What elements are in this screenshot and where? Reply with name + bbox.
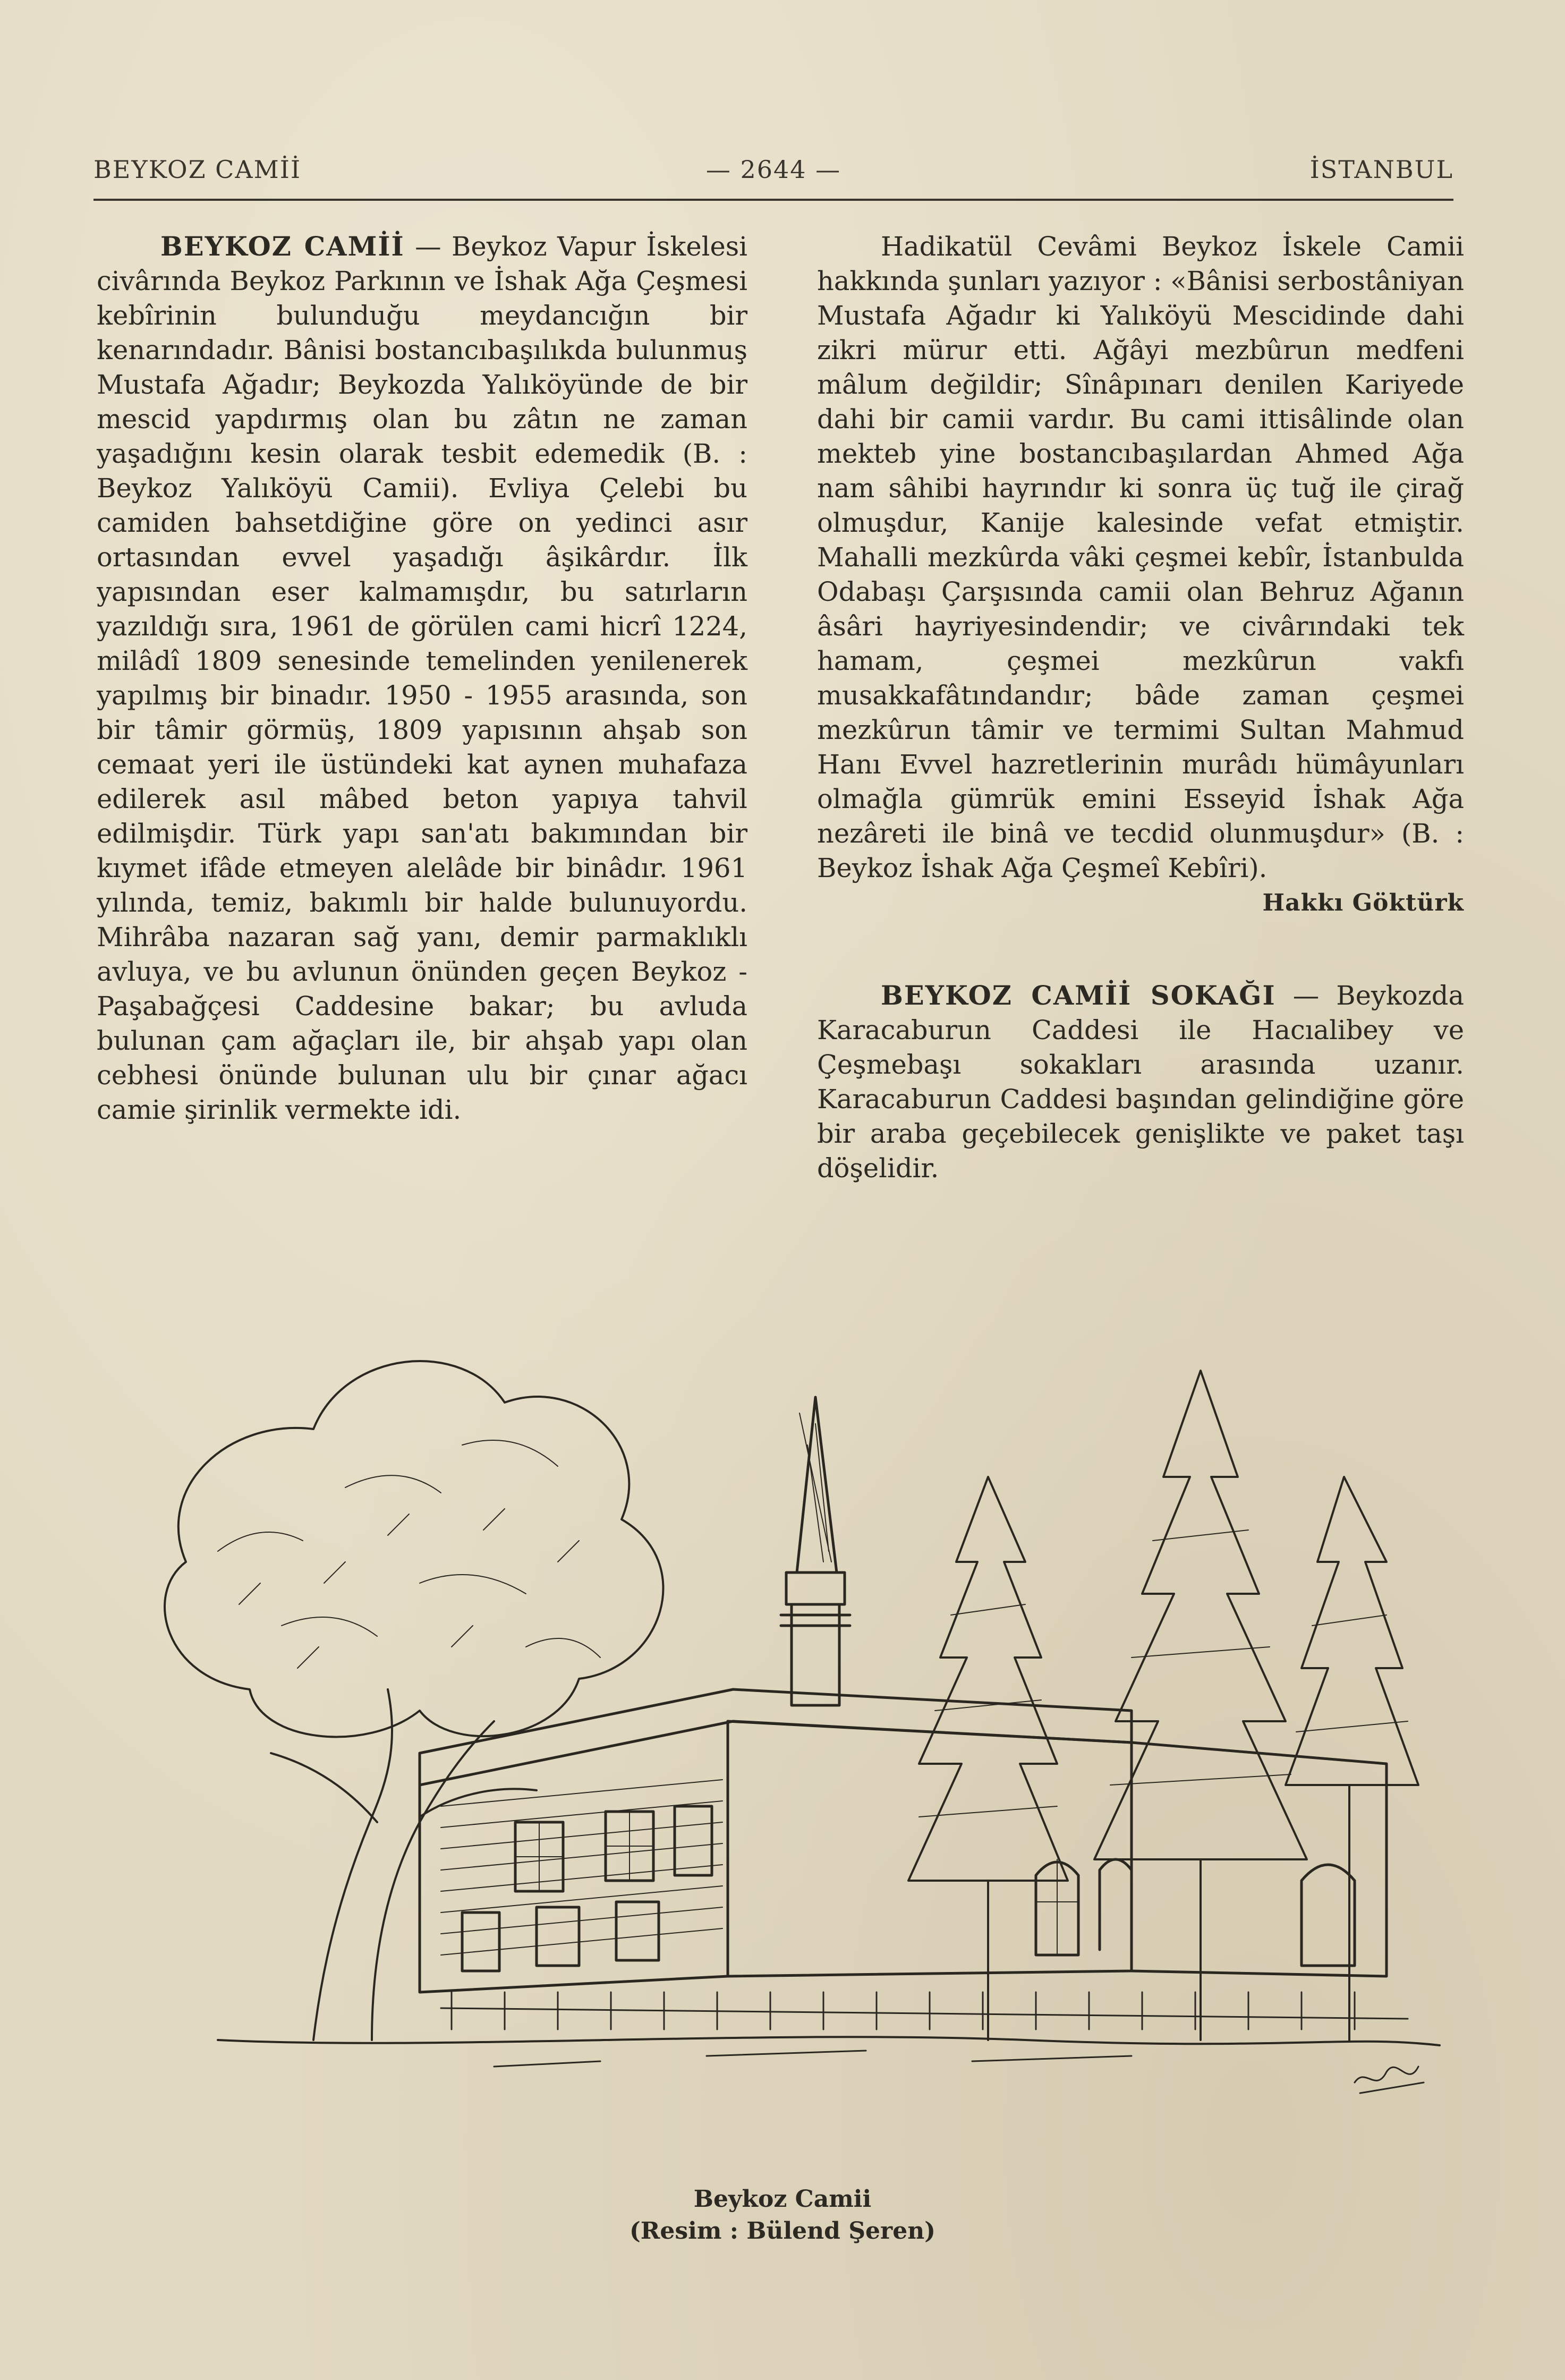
right-column — [817, 230, 1464, 1186]
header-rule — [93, 199, 1453, 201]
author-signature: Hakkı Göktürk — [1262, 889, 1464, 916]
minaret — [781, 1397, 850, 1705]
pine-trees — [908, 1371, 1418, 2040]
entry2-paragraph — [817, 979, 1464, 1186]
mosque-illustration — [122, 1286, 1472, 2189]
entry2-body: — Beykozda Karacaburun Caddesi ile Hacıalibey ve Çeşmebaşı sokakları arasında uzanır. Karacaburun Caddesi başından gelindiğine göre bir araba geçebilecek genişlikte ve paket taşı döşelidir. — [817, 980, 1464, 1184]
header-section-title: BEYKOZ CAMİİ — [93, 155, 302, 184]
running-head — [93, 155, 1453, 192]
entry-body: — Beykoz Vapur İskelesi civârında Beykoz Parkının ve İshak Ağa Çeşmesi kebîrinin bulunduğu meydancığın bir kenarındadır. Bânisi bostancıbaşılıkda bulunmuş Mustafa Ağadır; Beykozda Yalıköyünde de bir mescid yapdırmış olan bu zâtın ne zaman yaşadığını kesin olarak tesbit edemedik (B. : Beykoz Yalıköyü Camii). Evliya Çelebi bu camiden bahsetdiğine göre on yedinci asır ortasından evvel yaşadığı âşikârdır. İlk yapısından eser kalmamışdır, bu satırların yazıldığı sıra, 1961 de görülen cami hicrî 1224, milâdî 1809 senesinde temelinden yenilenerek yapılmış bir binadır. 1950 - 1955 arasında, son bir tâmir görmüş, 1809 yapısının ahşab son cemaat yeri ile üstündeki kat aynen muhafaza edilerek asıl mâbed beton yapıya tahvil edilmişdir. Türk yapı san'atı bakımından bir kıymet ifâde etmeyen alelâde bir binâdır. 1961 yılında, temiz, bakımlı bir halde bulunuyordu. Mihrâba nazaran sağ yanı, demir parmaklıklı avluya, ve bu avlunun önünden geçen Beykoz - Paşabağçesi Caddesine bakar; bu avluda bulunan çam ağaçları ile, bir ahşab yapı olan cebhesi önünde bulunan ulu bir çınar ağacı camie şirinlik vermekte idi. — [97, 231, 747, 1125]
fence — [441, 1992, 1408, 2029]
entry2-title: BEYKOZ CAMİİ SOKAĞI — [881, 980, 1276, 1011]
entry-title: BEYKOZ CAMİİ — [160, 231, 405, 262]
caption-credit: (Resim : Bülend Şeren) — [629, 2217, 936, 2245]
quote-body: Hadikatül Cevâmi Beykoz İskele Camii hakkında şunları yazıyor : «Bânisi serbostâniyan Mustafa Ağadır ki Yalıköyü Mescidinde dahi zikri mürur etti. Ağâyi mezbûrun medfeni mâlum değildir; Sînâpınarı denilen Kariyede dahi bir camii vardır. Bu cami ittisâlinde olan mekteb yine bostancıbaşılardan Ahmed Ağa nam sâhibi hayrındır ki sonra üç tuğ ile çirağ olmuşdur, Kanije kalesinde vefat etmiştir. Mahalli mezkûrda vâki çeşmei kebîr, İstanbulda Odabaşı Çarşısında camii olan Behruz Ağanın âsâri hayriyesindendir; ve civârındaki tek hamam, çeşmei mezkûrun vakfı musakkafâtındandır; bâde zaman çeşmei mezkûrun tâmir ve termimi Sultan Mahmud Hanı Evvel hazretlerinin murâdı hümâyunları olmağla gümrük emini Esseyid İshak Ağa nezâreti ile binâ ve tecdid olunmuşdur» (B. : Beykoz İshak Ağa Çeşmeî Kebîri). — [817, 231, 1464, 883]
figure-caption — [0, 2183, 1565, 2247]
left-column — [97, 230, 747, 1127]
entry-paragraph — [97, 230, 747, 1127]
artist-signature-mark — [1355, 2067, 1424, 2093]
caption-title: Beykoz Camii — [693, 2186, 872, 2213]
ground-line — [218, 2037, 1440, 2045]
quote-paragraph — [817, 230, 1464, 886]
plane-tree — [165, 1361, 663, 2040]
header-page-number: — 2644 — — [705, 155, 841, 184]
header-volume-title: İSTANBUL — [1309, 155, 1453, 184]
mosque-building — [420, 1689, 1387, 1992]
